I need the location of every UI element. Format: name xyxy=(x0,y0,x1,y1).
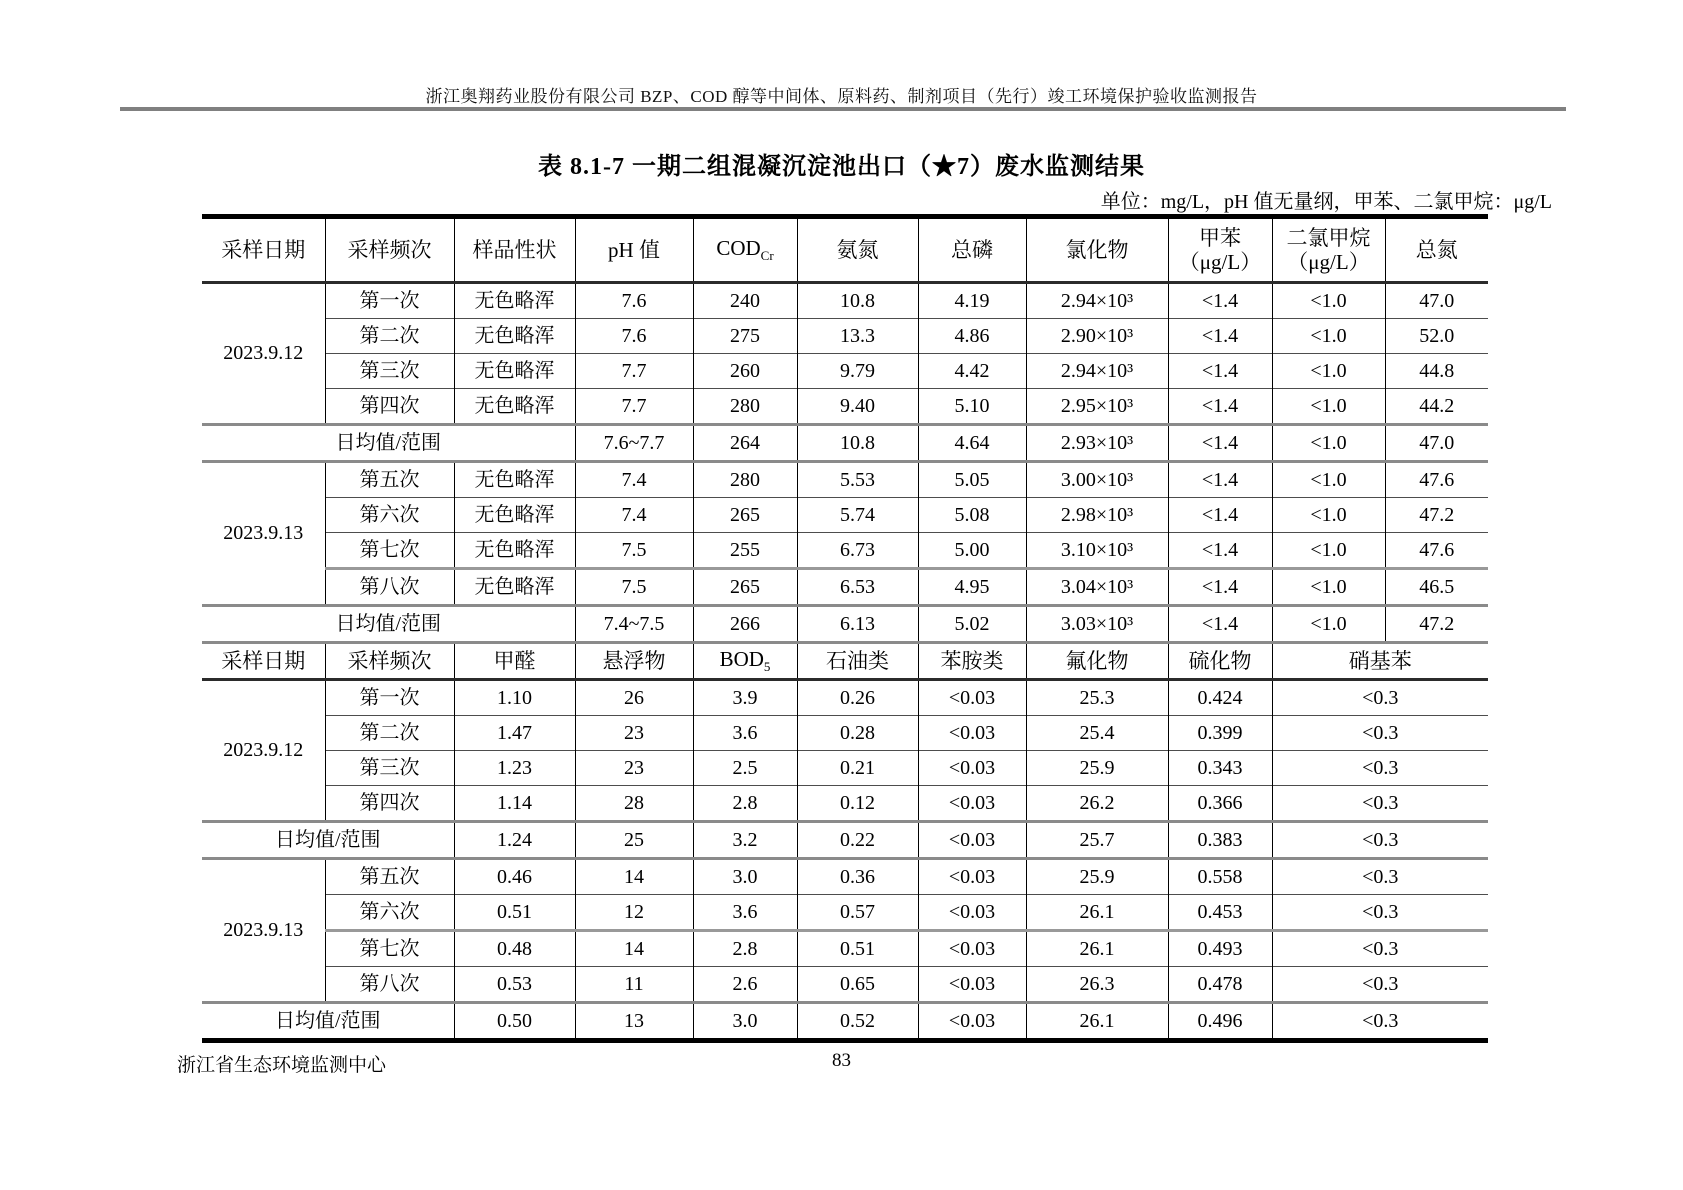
data-cell: <0.3 xyxy=(1272,751,1488,786)
data-cell: 5.02 xyxy=(918,606,1026,643)
header-cell: 采样频次 xyxy=(325,643,454,680)
data-cell: 0.57 xyxy=(797,895,918,931)
data-cell: 0.50 xyxy=(454,1003,575,1041)
header-cell: 甲醛 xyxy=(454,643,575,680)
data-cell: <1.0 xyxy=(1272,319,1385,354)
data-cell: 2.95×10³ xyxy=(1026,389,1168,425)
header-cell: $BOD_5$ xyxy=(693,643,797,680)
data-cell: <0.3 xyxy=(1272,895,1488,931)
table-row xyxy=(202,751,1488,786)
data-cell: 3.9 xyxy=(693,680,797,716)
data-cell: 无色略浑 xyxy=(454,569,575,606)
data-cell: 7.5 xyxy=(575,533,693,569)
frequency-cell: 第一次 xyxy=(325,680,454,716)
avg-label-cell: 日均值/范围 xyxy=(202,822,454,859)
data-cell: 264 xyxy=(693,425,797,462)
data-cell: 0.558 xyxy=(1168,859,1272,895)
data-cell: 26.1 xyxy=(1026,1003,1168,1041)
data-cell: 0.424 xyxy=(1168,680,1272,716)
data-cell: <0.3 xyxy=(1272,967,1488,1003)
data-cell: 无色略浑 xyxy=(454,462,575,498)
frequency-cell: 第五次 xyxy=(325,859,454,895)
data-cell: <1.4 xyxy=(1168,425,1272,462)
data-cell: <0.03 xyxy=(918,931,1026,967)
data-cell: 4.86 xyxy=(918,319,1026,354)
data-cell: 5.10 xyxy=(918,389,1026,425)
header-cell: 总磷 xyxy=(918,217,1026,283)
data-cell: 7.4 xyxy=(575,498,693,533)
frequency-cell: 第一次 xyxy=(325,283,454,319)
data-cell: 12 xyxy=(575,895,693,931)
data-cell: 7.5 xyxy=(575,569,693,606)
data-cell: 5.05 xyxy=(918,462,1026,498)
data-cell: 47.0 xyxy=(1385,425,1488,462)
data-cell: 26.2 xyxy=(1026,786,1168,822)
data-cell: 9.40 xyxy=(797,389,918,425)
data-cell: <1.4 xyxy=(1168,283,1272,319)
data-cell: 3.0 xyxy=(693,1003,797,1041)
data-cell: 5.53 xyxy=(797,462,918,498)
frequency-cell: 第四次 xyxy=(325,786,454,822)
data-cell: 2.93×10³ xyxy=(1026,425,1168,462)
data-cell: 44.8 xyxy=(1385,354,1488,389)
data-cell: 0.53 xyxy=(454,967,575,1003)
data-cell: 0.65 xyxy=(797,967,918,1003)
data-cell: <1.0 xyxy=(1272,389,1385,425)
data-cell: 0.12 xyxy=(797,786,918,822)
header-cell: pH 值 xyxy=(575,217,693,283)
data-cell: 4.19 xyxy=(918,283,1026,319)
data-cell: 10.8 xyxy=(797,283,918,319)
header-cell: 硫化物 xyxy=(1168,643,1272,680)
data-cell: 7.7 xyxy=(575,354,693,389)
data-cell: 2.8 xyxy=(693,786,797,822)
data-cell: 6.13 xyxy=(797,606,918,643)
data-cell: 46.5 xyxy=(1385,569,1488,606)
data-cell: 7.6 xyxy=(575,319,693,354)
data-cell: 3.10×10³ xyxy=(1026,533,1168,569)
data-cell: 52.0 xyxy=(1385,319,1488,354)
data-cell: 0.52 xyxy=(797,1003,918,1041)
data-cell: <1.4 xyxy=(1168,533,1272,569)
table-row xyxy=(202,822,1488,859)
data-cell: 1.24 xyxy=(454,822,575,859)
data-cell: 无色略浑 xyxy=(454,283,575,319)
data-cell: 0.48 xyxy=(454,931,575,967)
data-cell: 47.2 xyxy=(1385,498,1488,533)
data-cell: 9.79 xyxy=(797,354,918,389)
avg-label-cell: 日均值/范围 xyxy=(202,1003,454,1041)
frequency-cell: 第六次 xyxy=(325,895,454,931)
header-cell: 氯化物 xyxy=(1026,217,1168,283)
data-cell: 1.23 xyxy=(454,751,575,786)
report-header: 浙江奥翔药业股份有限公司 BZP、COD 醇等中间体、原料药、制剂项目（先行）竣工环境保护验收监测报告 xyxy=(425,87,1258,106)
avg-label-cell: 日均值/范围 xyxy=(202,606,575,643)
data-cell: 3.03×10³ xyxy=(1026,606,1168,643)
frequency-cell: 第七次 xyxy=(325,533,454,569)
data-cell: 3.6 xyxy=(693,895,797,931)
monitoring-table xyxy=(202,214,1488,1043)
avg-label-cell: 日均值/范围 xyxy=(202,425,575,462)
data-cell: 0.46 xyxy=(454,859,575,895)
units-note: 单位：mg/L，pH 值无量纲，甲苯、二氯甲烷：μg/L xyxy=(1100,191,1552,213)
data-cell: <0.03 xyxy=(918,1003,1026,1041)
data-cell: <0.03 xyxy=(918,680,1026,716)
frequency-cell: 第八次 xyxy=(325,967,454,1003)
data-cell: 3.04×10³ xyxy=(1026,569,1168,606)
table-row xyxy=(202,1003,1488,1041)
header-cell: 总氮 xyxy=(1385,217,1488,283)
table-row xyxy=(202,606,1488,643)
data-cell: 0.453 xyxy=(1168,895,1272,931)
data-cell: 25.3 xyxy=(1026,680,1168,716)
data-cell: 2.6 xyxy=(693,967,797,1003)
header-cell: 悬浮物 xyxy=(575,643,693,680)
data-cell: 11 xyxy=(575,967,693,1003)
data-cell: <0.03 xyxy=(918,859,1026,895)
data-cell: 0.21 xyxy=(797,751,918,786)
header-cell: 石油类 xyxy=(797,643,918,680)
data-cell: <0.03 xyxy=(918,786,1026,822)
data-cell: 无色略浑 xyxy=(454,389,575,425)
data-cell: <1.4 xyxy=(1168,462,1272,498)
table-row xyxy=(202,425,1488,462)
data-cell: 2.5 xyxy=(693,751,797,786)
data-cell: 2.94×10³ xyxy=(1026,354,1168,389)
data-cell: 2.94×10³ xyxy=(1026,283,1168,319)
footer-organization: 浙江省生态环境监测中心 xyxy=(177,1055,387,1076)
data-cell: 7.4 xyxy=(575,462,693,498)
data-cell: <0.03 xyxy=(918,967,1026,1003)
data-cell: 260 xyxy=(693,354,797,389)
table-row xyxy=(202,533,1488,569)
header-cell: 硝基苯 xyxy=(1272,643,1488,680)
data-cell: 0.478 xyxy=(1168,967,1272,1003)
data-cell: 6.53 xyxy=(797,569,918,606)
data-cell: 13 xyxy=(575,1003,693,1041)
data-cell: 275 xyxy=(693,319,797,354)
data-cell: <0.3 xyxy=(1272,716,1488,751)
data-cell: 47.6 xyxy=(1385,462,1488,498)
header-cell: 二氯甲烷 （μg/L） xyxy=(1272,217,1385,283)
data-cell: <1.4 xyxy=(1168,498,1272,533)
data-cell: 25.7 xyxy=(1026,822,1168,859)
table-title: 表 8.1-7 一期二组混凝沉淀池出口（★7）废水监测结果 xyxy=(538,154,1145,180)
data-cell: 4.64 xyxy=(918,425,1026,462)
data-cell: 无色略浑 xyxy=(454,533,575,569)
data-cell: 23 xyxy=(575,751,693,786)
data-cell: 5.08 xyxy=(918,498,1026,533)
data-cell: 7.7 xyxy=(575,389,693,425)
data-cell: 0.383 xyxy=(1168,822,1272,859)
frequency-cell: 第三次 xyxy=(325,354,454,389)
data-cell: 0.36 xyxy=(797,859,918,895)
data-cell: 10.8 xyxy=(797,425,918,462)
data-cell: 无色略浑 xyxy=(454,319,575,354)
data-cell: 2.98×10³ xyxy=(1026,498,1168,533)
data-cell: <1.4 xyxy=(1168,569,1272,606)
table-row xyxy=(202,786,1488,822)
data-cell: 28 xyxy=(575,786,693,822)
data-cell: 5.00 xyxy=(918,533,1026,569)
table-row xyxy=(202,895,1488,931)
data-cell: 240 xyxy=(693,283,797,319)
header-cell: 样品性状 xyxy=(454,217,575,283)
header-cell: 甲苯 （μg/L） xyxy=(1168,217,1272,283)
data-cell: 14 xyxy=(575,931,693,967)
data-cell: 266 xyxy=(693,606,797,643)
data-cell: 26.3 xyxy=(1026,967,1168,1003)
table-row xyxy=(202,319,1488,354)
data-cell: 3.00×10³ xyxy=(1026,462,1168,498)
data-cell: 7.6 xyxy=(575,283,693,319)
data-cell: 280 xyxy=(693,462,797,498)
data-cell: <1.0 xyxy=(1272,283,1385,319)
data-cell: 2.8 xyxy=(693,931,797,967)
table-row xyxy=(202,389,1488,425)
table-row xyxy=(202,680,1488,716)
data-cell: 47.2 xyxy=(1385,606,1488,643)
table-container xyxy=(202,214,1488,1043)
data-cell: <1.0 xyxy=(1272,425,1385,462)
date-cell: 2023.9.13 xyxy=(202,859,325,1003)
data-cell: <1.0 xyxy=(1272,354,1385,389)
header-cell: 采样日期 xyxy=(202,643,325,680)
data-cell: 0.496 xyxy=(1168,1003,1272,1041)
data-cell: <0.3 xyxy=(1272,822,1488,859)
table-row xyxy=(202,462,1488,498)
table-row xyxy=(202,967,1488,1003)
data-cell: <1.4 xyxy=(1168,606,1272,643)
data-cell: 1.14 xyxy=(454,786,575,822)
data-cell: <0.03 xyxy=(918,822,1026,859)
data-cell: 265 xyxy=(693,569,797,606)
data-cell: 47.0 xyxy=(1385,283,1488,319)
frequency-cell: 第六次 xyxy=(325,498,454,533)
table-row xyxy=(202,283,1488,319)
header-cell: 氨氮 xyxy=(797,217,918,283)
data-cell: <0.3 xyxy=(1272,680,1488,716)
data-cell: <1.0 xyxy=(1272,498,1385,533)
frequency-cell: 第八次 xyxy=(325,569,454,606)
table-row xyxy=(202,931,1488,967)
data-cell: <1.0 xyxy=(1272,569,1385,606)
data-cell: 13.3 xyxy=(797,319,918,354)
table-row xyxy=(202,716,1488,751)
data-cell: <1.4 xyxy=(1168,319,1272,354)
data-cell: 14 xyxy=(575,859,693,895)
data-cell: 3.6 xyxy=(693,716,797,751)
data-cell: 265 xyxy=(693,498,797,533)
data-cell: <0.03 xyxy=(918,751,1026,786)
data-cell: 0.366 xyxy=(1168,786,1272,822)
date-cell: 2023.9.12 xyxy=(202,283,325,425)
data-cell: 25.4 xyxy=(1026,716,1168,751)
data-cell: 0.343 xyxy=(1168,751,1272,786)
data-cell: <1.0 xyxy=(1272,462,1385,498)
data-cell: 无色略浑 xyxy=(454,354,575,389)
data-cell: 无色略浑 xyxy=(454,498,575,533)
data-cell: 0.28 xyxy=(797,716,918,751)
data-cell: 0.22 xyxy=(797,822,918,859)
data-cell: 255 xyxy=(693,533,797,569)
data-cell: 1.10 xyxy=(454,680,575,716)
data-cell: 0.493 xyxy=(1168,931,1272,967)
data-cell: 0.51 xyxy=(454,895,575,931)
data-cell: <0.3 xyxy=(1272,786,1488,822)
table-header-row xyxy=(202,643,1488,680)
data-cell: 1.47 xyxy=(454,716,575,751)
frequency-cell: 第二次 xyxy=(325,319,454,354)
data-cell: <0.03 xyxy=(918,895,1026,931)
header-cell: 苯胺类 xyxy=(918,643,1026,680)
data-cell: 4.42 xyxy=(918,354,1026,389)
data-cell: <0.3 xyxy=(1272,931,1488,967)
table-row xyxy=(202,569,1488,606)
data-cell: 3.2 xyxy=(693,822,797,859)
data-cell: 7.6~7.7 xyxy=(575,425,693,462)
page-number: 83 xyxy=(832,1050,851,1071)
frequency-cell: 第四次 xyxy=(325,389,454,425)
data-cell: 0.26 xyxy=(797,680,918,716)
header-cell: $COD_{Cr}$ xyxy=(693,217,797,283)
header-cell: 采样频次 xyxy=(325,217,454,283)
data-cell: 6.73 xyxy=(797,533,918,569)
data-cell: 4.95 xyxy=(918,569,1026,606)
frequency-cell: 第五次 xyxy=(325,462,454,498)
data-cell: <0.03 xyxy=(918,716,1026,751)
frequency-cell: 第七次 xyxy=(325,931,454,967)
table-row xyxy=(202,859,1488,895)
data-cell: 2.90×10³ xyxy=(1026,319,1168,354)
data-cell: <0.3 xyxy=(1272,1003,1488,1041)
frequency-cell: 第二次 xyxy=(325,716,454,751)
data-cell: <1.4 xyxy=(1168,354,1272,389)
data-cell: <1.4 xyxy=(1168,389,1272,425)
date-cell: 2023.9.12 xyxy=(202,680,325,822)
table-row xyxy=(202,498,1488,533)
data-cell: <1.0 xyxy=(1272,533,1385,569)
header-cell: 氟化物 xyxy=(1026,643,1168,680)
data-cell: 7.4~7.5 xyxy=(575,606,693,643)
data-cell: 0.399 xyxy=(1168,716,1272,751)
data-cell: 26 xyxy=(575,680,693,716)
data-cell: <1.0 xyxy=(1272,606,1385,643)
header-cell: 采样日期 xyxy=(202,217,325,283)
data-cell: 26.1 xyxy=(1026,931,1168,967)
data-cell: 3.0 xyxy=(693,859,797,895)
data-cell: 25.9 xyxy=(1026,751,1168,786)
data-cell: 26.1 xyxy=(1026,895,1168,931)
data-cell: 25 xyxy=(575,822,693,859)
data-cell: 5.74 xyxy=(797,498,918,533)
frequency-cell: 第三次 xyxy=(325,751,454,786)
data-cell: <0.3 xyxy=(1272,859,1488,895)
data-cell: 280 xyxy=(693,389,797,425)
data-cell: 47.6 xyxy=(1385,533,1488,569)
data-cell: 44.2 xyxy=(1385,389,1488,425)
header-rule xyxy=(120,107,1566,111)
date-cell: 2023.9.13 xyxy=(202,462,325,606)
table-row xyxy=(202,354,1488,389)
data-cell: 0.51 xyxy=(797,931,918,967)
table-header-row xyxy=(202,217,1488,283)
data-cell: 25.9 xyxy=(1026,859,1168,895)
data-cell: 23 xyxy=(575,716,693,751)
